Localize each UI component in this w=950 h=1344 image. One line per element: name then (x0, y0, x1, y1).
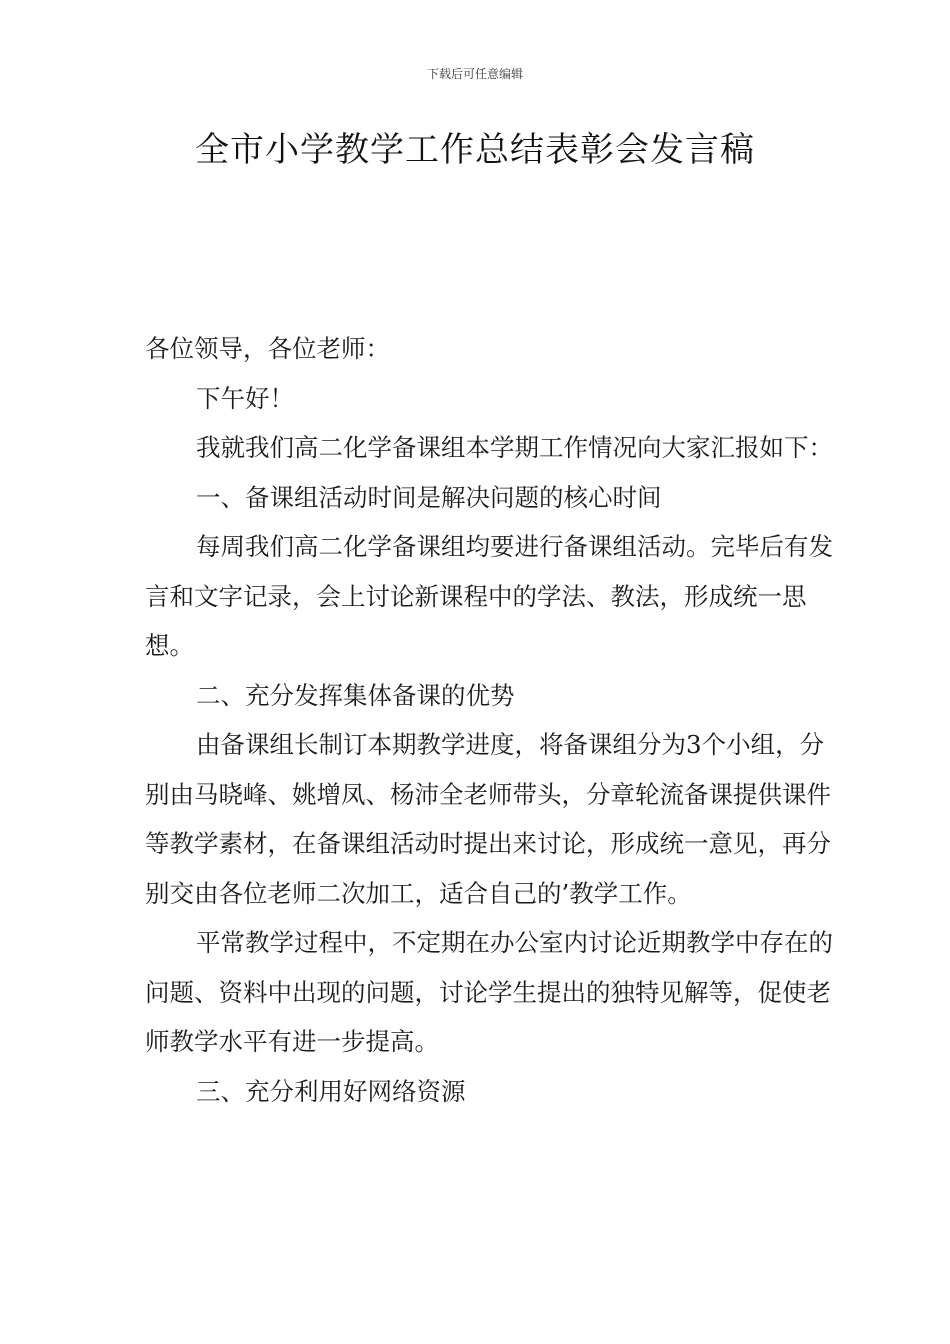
salutation: 各位领导，各位老师： (145, 334, 390, 363)
section-heading-1: 一、备课组活动时间是解决问题的核心时间 (196, 482, 662, 512)
section-1-paragraph: 每周我们高二化学备课组均要进行备课组活动。完毕后有发言和文字记录，会上讨论新课程中的学法、教法，形成统一思想。 (145, 532, 833, 660)
page-header-note: 下载后可任意编辑 (426, 67, 523, 81)
greeting-paragraph: 下午好！ (196, 383, 294, 413)
section-2-paragraph-2: 平常教学过程中，不定期在办公室内讨论近期教学中存在的问题、资料中出现的问题，讨论学生提出的独特见解等，促使老师教学水平有进一步提高。 (145, 928, 833, 1056)
intro-paragraph: 我就我们高二化学备课组本学期工作情况向大家汇报如下： (196, 433, 833, 462)
document-title: 全市小学教学工作总结表彰会发言稿 (195, 130, 755, 170)
section-heading-2: 二、充分发挥集体备课的优势 (196, 680, 515, 710)
section-heading-3: 三、充分利用好网络资源 (196, 1076, 466, 1106)
section-2-paragraph-1: 由备课组长制订本期教学进度，将备课组分为3个小组，分别由马晓峰、姚增凤、杨沛全老师带头，分章轮流备课提供课件等教学素材，在备课组活动时提出来讨论，形成统一意见，再分别交由各位老师二次加工，适合自己的’教学工作。 (145, 730, 831, 908)
document-body (145, 324, 835, 1116)
